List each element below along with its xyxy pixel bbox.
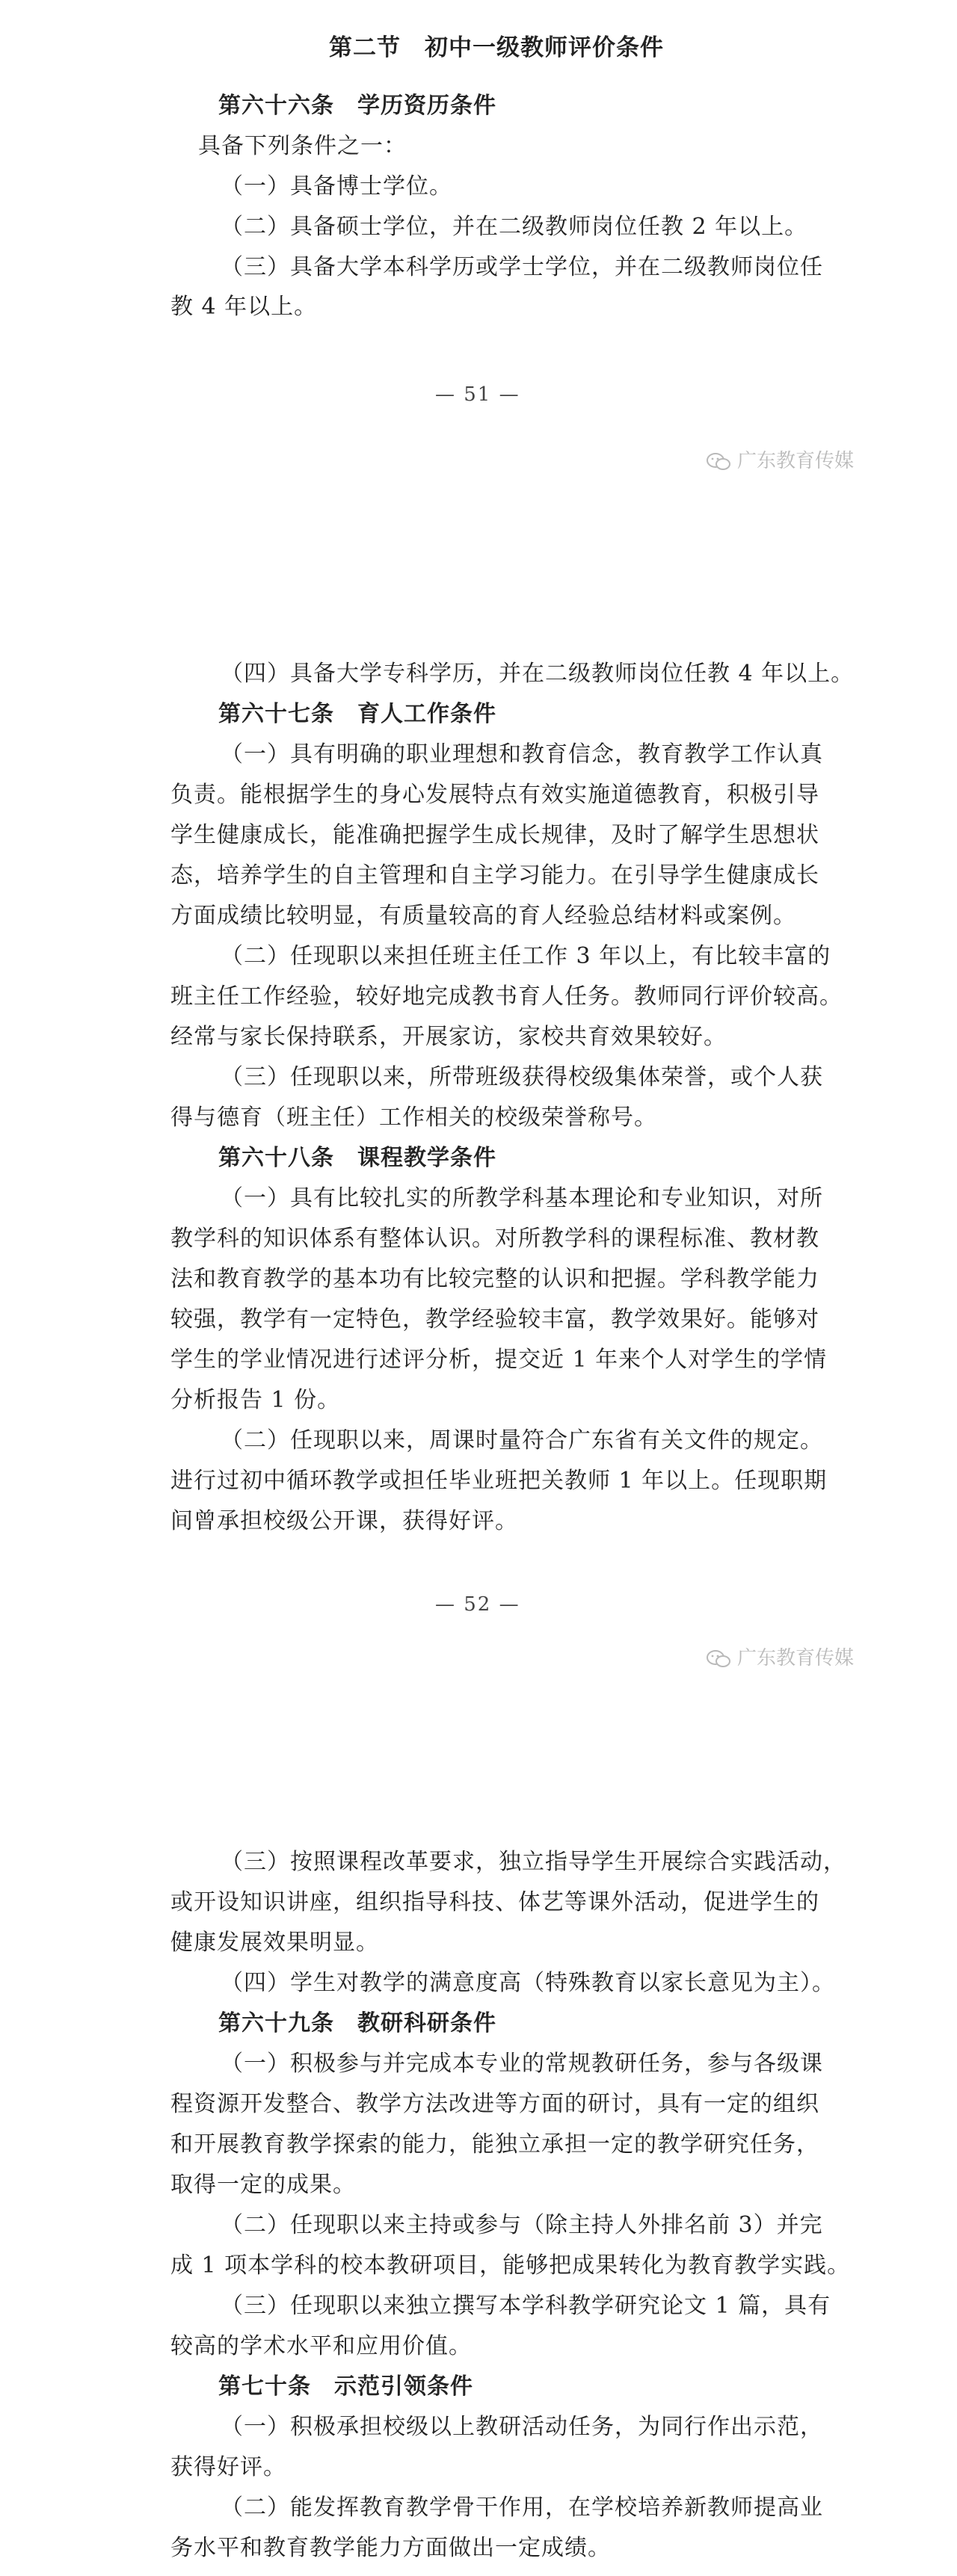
wechat-icon	[706, 1649, 731, 1669]
paragraph-line: （一）具备博士学位。	[221, 173, 452, 200]
watermark	[706, 1643, 854, 1670]
paragraph-line: 分析报告 1 份。	[170, 1387, 341, 1413]
section-title: 第二节 初中一级教师评价条件	[329, 34, 664, 61]
article-70-heading: 第七十条 示范引领条件	[218, 2373, 473, 2400]
paragraph-line: （二）能发挥教育教学骨干作用，在学校培养新教师提高业	[221, 2495, 823, 2521]
article-68-heading: 第六十八条 课程教学条件	[218, 1145, 496, 1171]
paragraph-line: （一）积极承担校级以上教研活动任务，为同行作出示范，	[221, 2414, 823, 2440]
paragraph-line: 法和教育教学的基本功有比较完整的认识和把握。学科教学能力	[170, 1266, 819, 1292]
watermark-text: 广东教育传媒	[737, 1647, 855, 1670]
paragraph-line: 方面成绩比较明显，有质量较高的育人经验总结材料或案例。	[170, 903, 796, 929]
article-67-heading: 第六十七条 育人工作条件	[218, 701, 496, 727]
page-52	[0, 643, 957, 1809]
paragraph-line: 取得一定的成果。	[170, 2172, 356, 2198]
paragraph-line: 和开展教育教学探索的能力，能独立承担一定的教学研究任务，	[170, 2131, 819, 2158]
paragraph-line: 程资源开发整合、教学方法改进等方面的研讨，具有一定的组织	[170, 2091, 819, 2117]
watermark	[706, 445, 854, 473]
paragraph-line: 较强，教学有一定特色，教学经验较丰富，教学效果好。能够对	[170, 1306, 819, 1332]
paragraph-line: 态，培养学生的自主管理和自主学习能力。在引导学生健康成长	[170, 862, 819, 889]
paragraph-line: （三）具备大学本科学历或学士学位，并在二级教师岗位任	[221, 254, 823, 280]
article-69-heading: 第六十九条 教研科研条件	[218, 2010, 496, 2036]
paragraph-line: 或开设知识讲座，组织指导科技、体艺等课外活动，促进学生的	[170, 1889, 819, 1915]
paragraph-line: （二）任现职以来，周课时量符合广东省有关文件的规定。	[221, 1427, 823, 1454]
paragraph-line: 得与德育（班主任）工作相关的校级荣誉称号。	[170, 1105, 657, 1131]
paragraph-line: 间曾承担校级公开课，获得好评。	[170, 1508, 518, 1534]
paragraph-line: 教学科的知识体系有整体认识。对所教学科的课程标准、教材教	[170, 1226, 819, 1252]
watermark-text: 广东教育传媒	[737, 450, 855, 472]
paragraph-line: （一）具有明确的职业理想和教育信念，教育教学工作认真	[221, 741, 823, 767]
paragraph-line: 学生的学业情况进行述评分析，提交近 1 年来个人对学生的学情	[170, 1347, 828, 1373]
paragraph-line: （三）按照课程改革要求，独立指导学生开展综合实践活动，	[221, 1849, 846, 1875]
paragraph-line: 进行过初中循环教学或担任毕业班把关教师 1 年以上。任现职期	[170, 1468, 828, 1494]
paragraph-line: （三）任现职以来，所带班级获得校级集体荣誉，或个人获	[221, 1064, 823, 1090]
paragraph-line: 获得好评。	[170, 2454, 286, 2480]
paragraph-line: 班主任工作经验，较好地完成教书育人任务。教师同行评价较高。	[170, 983, 843, 1010]
paragraph-line: 具备下列条件之一：	[198, 133, 407, 159]
page-53	[0, 1831, 957, 2576]
paragraph-line: （四）具备大学专科学历，并在二级教师岗位任教 4 年以上。	[221, 661, 855, 687]
paragraph-line: 学生健康成长，能准确把握学生成长规律，及时了解学生思想状	[170, 822, 819, 848]
paragraph-line: （三）任现职以来独立撰写本学科教学研究论文 1 篇，具有	[221, 2293, 831, 2319]
paragraph-line: 健康发展效果明显。	[170, 1930, 379, 1956]
paragraph-line: （一）具有比较扎实的所教学科基本理论和专业知识，对所	[221, 1185, 823, 1211]
paragraph-line: （四）学生对教学的满意度高（特殊教育以家长意见为主）。	[221, 1970, 835, 1996]
paragraph-line: 务水平和教育教学能力方面做出一定成绩。	[170, 2535, 611, 2561]
paragraph-line: （二）具备硕士学位，并在二级教师岗位任教 2 年以上。	[221, 214, 808, 240]
paragraph-line: （二）任现职以来担任班主任工作 3 年以上，有比较丰富的	[221, 943, 831, 969]
wechat-icon	[706, 452, 731, 472]
page-51	[0, 0, 957, 568]
paragraph-line: （一）积极参与并完成本专业的常规教研任务，参与各级课	[221, 2051, 823, 2077]
paragraph-line: 经常与家长保持联系，开展家访，家校共育效果较好。	[170, 1024, 727, 1050]
article-66-heading: 第六十六条 学历资历条件	[218, 93, 496, 119]
paragraph-line: （二）任现职以来主持或参与（除主持人外排名前 3）并完	[221, 2212, 823, 2238]
paragraph-line: 负责。能根据学生的身心发展特点有效实施道德教育，积极引导	[170, 782, 819, 808]
paragraph-line: 成 1 项本学科的校本教研项目，能够把成果转化为教育教学实践。	[170, 2252, 851, 2279]
paragraph-line: 教 4 年以上。	[170, 294, 318, 320]
page-number: — 51 —	[435, 383, 520, 406]
paragraph-line: 较高的学术水平和应用价值。	[170, 2333, 472, 2359]
page-number: — 52 —	[435, 1593, 520, 1616]
